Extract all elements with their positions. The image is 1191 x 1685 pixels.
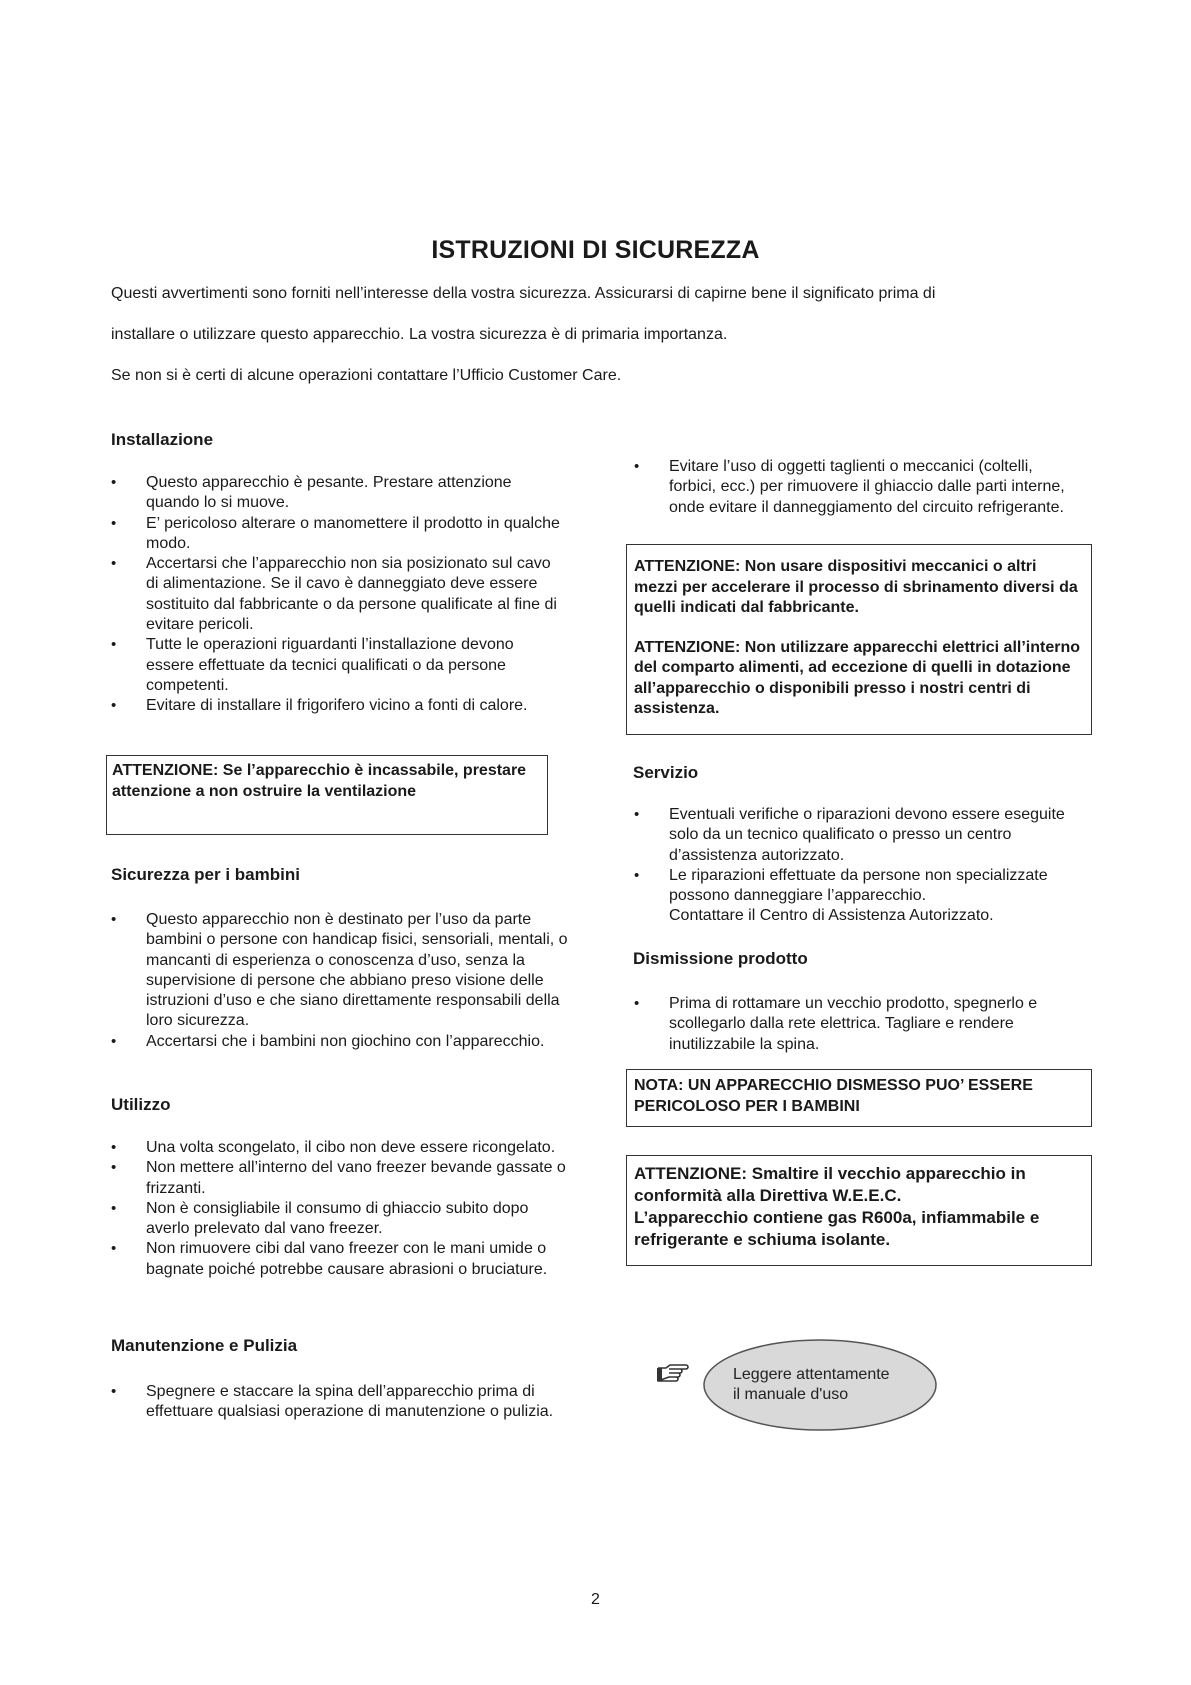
warning-box-weee: [626, 1155, 1092, 1266]
list-item: • Evitare l’uso di oggetti taglienti o meccanici (coltelli, forbici, ecc.) per rimuovere il ghiaccio dalle parti interne, onde evitare il danneggiamento del circuito refrigerante.: [634, 457, 1084, 518]
list-item: • Prima di rottamare un vecchio prodotto, spegnerlo e scollegarlo dalla rete elettrica. Tagliare e rendere inutilizzabile la spina.: [634, 994, 1084, 1055]
callout-line: il manuale d'uso: [733, 1386, 849, 1403]
list-item: • Non rimuovere cibi dal vano freezer con le mani umide o bagnate poiché potrebbe causare abrasioni o bruciature.: [111, 1239, 567, 1280]
read-manual-callout: [700, 1335, 940, 1435]
callout-line: Leggere attentamente: [733, 1366, 890, 1383]
list-oggetti-taglienti: [634, 457, 1084, 518]
warning-text: ATTENZIONE: Non usare dispositivi meccanici o altri mezzi per accelerare il processo di sbrinamento diversi da quelli indicati dal fabbricante.: [634, 558, 1078, 616]
warning-text: L’apparecchio contiene gas R600a, infiammabile e refrigerante e schiuma isolante.: [634, 1208, 1040, 1249]
list-item: • Non è consigliabile il consumo di ghiaccio subito dopo averlo prelevato dal vano freezer.: [111, 1199, 567, 1240]
warning-text: ATTENZIONE: Se l’apparecchio è incassabile, prestare attenzione a non ostruire la ventilazione: [112, 762, 527, 800]
list-item: • Questo apparecchio è pesante. Prestare attenzione quando lo si muove.: [111, 473, 565, 514]
page-number: 2: [591, 1591, 600, 1608]
list-item: • Non mettere all’interno del vano freezer bevande gassate o frizzanti.: [111, 1158, 567, 1199]
list-utilizzo: [111, 1138, 567, 1280]
list-installazione: [111, 473, 565, 717]
intro-line-3: Se non si è certi di alcune operazioni contattare l’Ufficio Customer Care.: [111, 367, 622, 384]
list-dismissione: [634, 994, 1084, 1055]
list-item: [634, 866, 1094, 927]
intro-line-1: Questi avvertimenti sono forniti nell’interesse della vostra sicurezza. Assicurarsi di capirne bene il significato prima di: [111, 285, 936, 302]
callout-text: [733, 1365, 890, 1405]
nota-text: NOTA: UN APPARECCHIO DISMESSO PUO’ ESSERE PERICOLOSO PER I BAMBINI: [634, 1077, 1033, 1115]
heading-manutenzione: Manutenzione e Pulizia: [111, 1336, 298, 1355]
warning-text: ATTENZIONE: Non utilizzare apparecchi elettrici all’interno del comparto alimenti, ad eccezione di quelli in dotazione all’apparecchio o disponibili presso i nostri centri di assistenza.: [634, 638, 1080, 717]
heading-sicurezza-bambini: Sicurezza per i bambini: [111, 865, 300, 884]
list-bambini: [111, 910, 577, 1052]
list-item: • Spegnere e staccare la spina dell’apparecchio prima di effettuare qualsiasi operazione di manutenzione o pulizia.: [111, 1382, 567, 1423]
pointing-hand-icon: [656, 1362, 690, 1384]
list-item-text: Le riparazioni effettuate da persone non specializzate possono danneggiare l’apparecchio.: [669, 866, 1048, 905]
list-item: • Una volta scongelato, il cibo non deve essere ricongelato.: [111, 1138, 567, 1158]
list-item: • E’ pericoloso alterare o manomettere il prodotto in qualche modo.: [111, 514, 565, 555]
list-item: • Accertarsi che l’apparecchio non sia posizionato sul cavo di alimentazione. Se il cavo è danneggiato deve essere sostituito dal fabbricante o da persone qualificate al fine di evitare pericoli.: [111, 554, 565, 635]
page-title: ISTRUZIONI DI SICUREZZA: [431, 236, 760, 264]
list-item: • Accertarsi che i bambini non giochino con l’apparecchio.: [111, 1032, 577, 1052]
warning-text: ATTENZIONE: Smaltire il vecchio apparecchio in conformità alla Direttiva W.E.E.C.: [634, 1164, 1026, 1205]
list-item: • Questo apparecchio non è destinato per l’uso da parte bambini o persone con handicap fisici, sensoriali, mentali, o mancanti di esperienza o conoscenza d’uso, senza la supervisione di persone che abbiano preso visione delle istruzioni d’uso e che siano direttamente responsabili della loro sicurezza.: [111, 910, 577, 1032]
nota-box: [626, 1069, 1092, 1127]
heading-utilizzo: Utilizzo: [111, 1095, 171, 1114]
heading-installazione: Installazione: [111, 430, 214, 449]
list-item-text: Contattare il Centro di Assistenza Autorizzato.: [669, 907, 994, 925]
heading-servizio: Servizio: [633, 763, 699, 782]
warning-box-sbrinamento: [626, 544, 1092, 735]
list-item: • Evitare di installare il frigorifero vicino a fonti di calore.: [111, 696, 565, 716]
heading-dismissione: Dismissione prodotto: [633, 949, 808, 968]
list-item: • Eventuali verifiche o riparazioni devono essere eseguite solo da un tecnico qualificato o presso un centro d’assistenza autorizzato.: [634, 805, 1094, 866]
list-servizio: [634, 805, 1094, 927]
list-item: • Tutte le operazioni riguardanti l’installazione devono essere effettuate da tecnici qualificati o da persone competenti.: [111, 635, 565, 696]
intro-line-2: installare o utilizzare questo apparecchio. La vostra sicurezza è di primaria importanza.: [111, 326, 728, 343]
warning-box-incasso: [106, 755, 548, 835]
list-manutenzione: [111, 1382, 567, 1423]
